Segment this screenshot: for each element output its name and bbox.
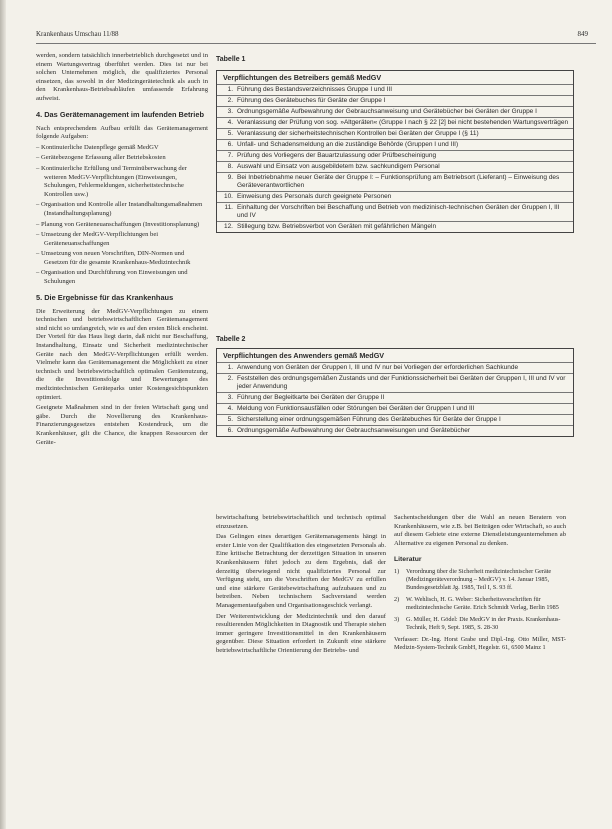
table-1-title: Verpflichtungen des Betreibers gemäß MedGV: [223, 73, 382, 82]
list-item: – Organisation und Kontrolle aller Instandhaltungsmaßnahmen (Instandhaltungsplanung): [36, 201, 203, 217]
running-header: [36, 30, 592, 42]
reference-item: 3) G. Müller, H. Gödel: Die MedGV in der Praxis. Krankenhaus-Technik, Heft 9, Sept. 1985, S. 28-30: [394, 616, 561, 632]
table-row: 4. Meldung von Funktionsausfällen oder Störungen bei Geräten der Gruppen I und III: [217, 403, 573, 414]
list-item: – Gerätebezogene Erfassung aller Betriebskosten: [36, 154, 166, 162]
header-rule: [36, 43, 596, 44]
table-row: 4. Veranlassung der Prüfung von sog. »Altgeräten« (Gruppe I nach § 22 [2] bei nicht bestehenden Wartungsverträgen: [217, 117, 573, 128]
table-row: 12. Stillegung bzw. Betriebsverbot von Geräten mit gefährlichen Mängeln: [217, 221, 573, 232]
reference-item: 1) Verordnung über die Sicherheit medizintechnischer Geräte (Medizingeräteverordnung – MedGV) v. 14. Januar 1985, Bundesgesetzblatt Jg. 1985, Teil I, S. 93 ff.: [394, 568, 552, 592]
table-row: 3. Führung der Begleitkarte bei Geräten der Gruppe II: [217, 392, 573, 403]
list-item: – Organisation und Durchführung von Einweisungen und Schulungen: [36, 269, 188, 286]
paragraph: bewirtschaftung betriebswirtschaftlich und technisch optimal einzusetzen.: [216, 514, 386, 530]
table-row: 1. Anwendung von Geräten der Gruppen I, III und IV nur bei Vorliegen der erforderlichen Sachkunde: [217, 362, 573, 373]
literature-heading: Literatur: [394, 556, 422, 564]
page-binding-shadow: [0, 0, 6, 829]
left-column: [36, 52, 208, 449]
reference-item: 2) W. Wehlisch, H. G. Weber: Sicherheitsvorschriften für medizintechnische Geräte. Erich Schmidt Verlag, Berlin 1985: [394, 596, 559, 612]
list-item: – Umsetzung der MedGV-Verpflichtungen bei Geräteneuanschaffungen: [36, 231, 159, 247]
table-1: [216, 70, 574, 233]
list-item: – Umsetzung von neuen Vorschriften, DIN-Normen und Gesetzen für die gesamte Krankenhaus-Medizintechnik: [36, 250, 191, 266]
middle-column: [216, 514, 386, 658]
table-row: 5. Veranlassung der sicherheitstechnischen Kontrollen bei Geräten der Gruppe I (§ 11): [217, 128, 573, 139]
paragraph: Der Weiterentwicklung der Medizintechnik und den darauf resultierenden Möglichkeiten in Diagnostik und Therapie stehen immer geringere Investitionsmittel in den Krankenhäusern gegenüber. Diese Situation erfordert in Zukunft eine stärkere betriebswirtschaftliche Orientierung der Betriebs- und: [216, 612, 386, 654]
table-row: 6. Unfall- und Schadensmeldung an die zuständige Behörde (Gruppen I und III): [217, 139, 573, 150]
table-row: 9. Bei Inbetriebnahme neuer Geräte der Gruppe I: – Funktionsprüfung am Betriebsort (Lieferant) – Einweisung des Geräteverantwortlichen: [217, 172, 573, 191]
paragraph: Das Gelingen eines derartigen Gerätemanagements hängt in erster Linie von der Qualifikation des eingesetzten Personals ab. Eine kritische Betrachtung der derzeitigen Situation in unseren Krankenhäusern führt jedoch zu dem Ergebnis, daß der derzeitig überwiegend nicht qualifiziertes Personal zur Verfügung steht, um die Vorschriften der MedGV zu erfüllen und eine stärkere Gerätebewirtschaftung aufzubauen und zu betreiben. Neben technischem Sachverstand werden Managementaufgaben und Organisationsgeschick verlangt.: [216, 533, 386, 609]
header-journal: Krankenhaus Umschau 11/88: [36, 30, 119, 38]
table-row: 6. Ordnungsgemäße Aufbewahrung der Gebrauchsanweisungen und Gerätebücher: [217, 425, 573, 436]
section-5-heading: 5. Die Ergebnisse für das Krankenhaus: [36, 292, 174, 302]
list-item: – Kontinuierliche Datenpflege gemäß MedGV: [36, 143, 159, 151]
literature-section: [394, 556, 566, 652]
paragraph: Sachentscheidungen über die Wahl an neuen Beratern von Krankenhäusern, wie z.B. bei Beiträgen oder Wirtschaft, so auch auf diesem Gebiete eine externe Dienstleistungsunternehmen ab Alternative zu eigenen Personal zu denken.: [394, 514, 566, 547]
table-row: 2. Führung des Gerätebuches für Geräte der Gruppe I: [217, 95, 573, 106]
table-row: 8. Auswahl und Einsatz von ausgebildetem bzw. sachkundigem Personal: [217, 161, 573, 172]
table-row: 10. Einweisung des Personals durch geeignete Personen: [217, 191, 573, 202]
section-4-heading: 4. Das Gerätemanagement im laufenden Betrieb: [36, 109, 204, 119]
table-row: 7. Prüfung des Vorliegens der Bauartzulassung oder Prüfbescheinigung: [217, 150, 573, 161]
table-row: 11. Einhaltung der Vorschriften bei Beschaffung und Betrieb von medizinisch-technischen Geräten der Gruppen I, III und IV: [217, 202, 573, 221]
table-2-title: Verpflichtungen des Anwenders gemäß MedGV: [223, 351, 385, 360]
table-1-label: Tabelle 1: [216, 56, 246, 63]
table-row: 2. Feststellen des ordnungsgemäßen Zustands und der Funktionssicherheit bei Geräten der Gruppen I, III und IV vor jeder Anwendung: [217, 373, 573, 392]
table-2: [216, 348, 574, 437]
list-item: – Kontinuierliche Erfüllung und Terminüberwachung der weiteren MedGV-Verpflichtungen (Einweisungen, Schulungen, Fehlermeldungen, sicherheitstechnische Kontrollen usw.): [36, 164, 187, 198]
table-2-label: Tabelle 2: [216, 336, 246, 343]
intro-paragraph: werden, sondern tatsächlich innerbetrieblich durchgesetzt und in einem Wartungsvertrag überführt werden. Dies ist nur bei solchen Unternehmen möglich, die qualifiziertes Personal einsetzen, das sowohl in der Medizingerätetechnik als auch in den Krankenhaus-Betriebsabläufen umfassende Erfahrung aufweist.: [36, 52, 208, 102]
author-note: Verfasser: Dr.-Ing. Horst Grabe und Dipl.-Ing. Otto Miller, MST-Medizin-System-Technik GmbH, Hegelstr. 61, 6500 Mainz 1: [394, 636, 566, 652]
list-item: – Planung von Geräteneuanschaffungen (Investitionsplanung): [36, 220, 200, 228]
table-row: 5. Sicherstellung einer ordnungsgemäßen Führung des Gerätebuches für Geräte der Gruppe I: [217, 414, 573, 425]
table-row: 3. Ordnungsgemäße Aufbewahrung der Gebrauchsanweisung und Gerätebücher bei Geräten der Gruppe I: [217, 106, 573, 117]
table-2-rows: [217, 362, 573, 436]
section-4-paragraph: Nach entsprechendem Aufbau erfüllt das Gerätemanagement folgende Aufgaben:: [36, 124, 208, 141]
right-column: [394, 514, 566, 654]
section-5-paragraph-2: Geeignete Maßnahmen sind in der freien Wirtschaft gang und gäbe. Durch die Novellierung des Krankenhaus-Finanzierungsgesetzes entstehen Kostendruck, um die Krankenhäuser, gilt die Chance, die knappen Ressourcen der Geräte-: [36, 404, 208, 446]
section-5-paragraph-1: Die Erweiterung der MedGV-Verpflichtungen zu einem technischen und betriebswirtschaftlichen Gerätemanagement sind nicht so umfangreich, wie es auf den ersten Blick erscheint. Der Vorteil für das Haus liegt darin, daß nicht nur Beschaffung, Instandhaltung, Einsatz und Sicherheit medizintechnischer Geräte nach den MedGV-Verpflichtungen erfüllt werden. Vielmehr kann das Gerätemanagement die Möglichkeit zu einer technisch und betriebswirtschaftlich optimalen Gerätenutzung, die die Investitionsfolge und Bewertungen des medizintechnischen Geräteparks unter Kostengesichtspunkten optimiert.: [36, 307, 208, 401]
table-row: 1. Führung des Bestandsverzeichnisses Gruppe I und III: [217, 84, 573, 95]
header-page-number: 849: [577, 30, 588, 38]
table-1-rows: [217, 84, 573, 232]
task-list: [36, 144, 208, 287]
